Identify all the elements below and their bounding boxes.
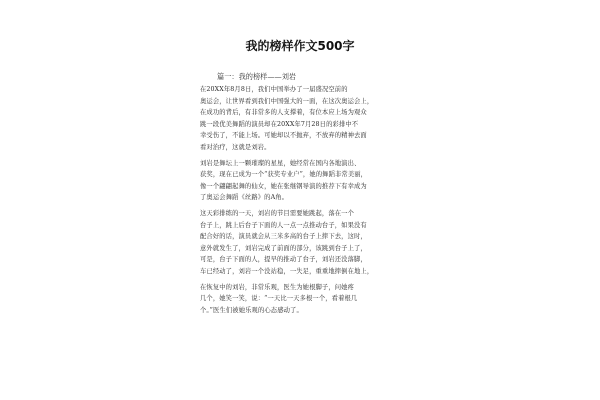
text-line: 在恢复中的刘岩，非常乐观，医生为她根脚子，问她疼 (200, 283, 355, 291)
text-line: 配合好的话，演员就会从三米多高的台子上摔下去，这时， (200, 233, 367, 241)
text-line: 几个，她笑一笑，说：“一天比一天多根一个，看着根几 (200, 295, 358, 303)
paragraph (200, 158, 412, 204)
text-line: 奥运会，让世界看到我们中国强大的一面，在这次奥运会上， (200, 97, 374, 105)
text-line: 意外就发生了，刘岩完成了前面的部分，该跳到台子上了， (200, 244, 367, 252)
text-line: 在成功的背后，有非常多的人支撑着，有位本应上场为观众 (200, 109, 367, 117)
text-line: 看对治疗，这就是刘岩。 (200, 143, 271, 151)
text-line: 像一个翩翩起舞的仙女，她在张继钢导演的推荐下有幸成为 (200, 182, 367, 190)
text-line: 在20XX年8月8日，我们中国举办了一届盛况空前的 (200, 86, 348, 93)
paragraph (200, 208, 412, 278)
text-line: 车已经动了，刘岩一个没站稳，一失足，重重地摔倒在地上， (200, 267, 374, 275)
text-line: 刘岩是舞坛上一颗璀璨的星星，她经常在国内各地演出、 (200, 159, 361, 167)
text-line: 幸受伤了，不能上场。可她却以不抛弃，不放弃的精神去面 (200, 132, 367, 140)
text-line: 跳一段优美舞蹈的演员却在20XX年7月28日的彩排中不 (200, 120, 359, 128)
text-line: 获奖，现在已成为一个“获奖专业户”，她的舞蹈非常美丽， (200, 171, 368, 179)
document-body (200, 84, 412, 320)
section-heading: 篇一：我的榜样——刘岩 (217, 72, 297, 81)
document-title: 我的榜样作文500字 (245, 39, 355, 53)
text-line: 台子上，跳上后台子下面的人一点一点推动台子，如果没有 (200, 221, 367, 229)
text-line: 这天彩排练的一天，刘岩的节目需要她跳起，落在一个 (200, 209, 355, 217)
paragraph (200, 84, 412, 154)
text-line: 可是，台子下面的人，提早的推动了台子，刘岩还没落脚， (200, 256, 367, 264)
paragraph (200, 282, 412, 317)
text-line: 个。”医生们被她乐观的心态感动了。 (200, 306, 303, 314)
text-line: 了奥运会舞蹈《丝路》的A角。 (200, 194, 289, 202)
